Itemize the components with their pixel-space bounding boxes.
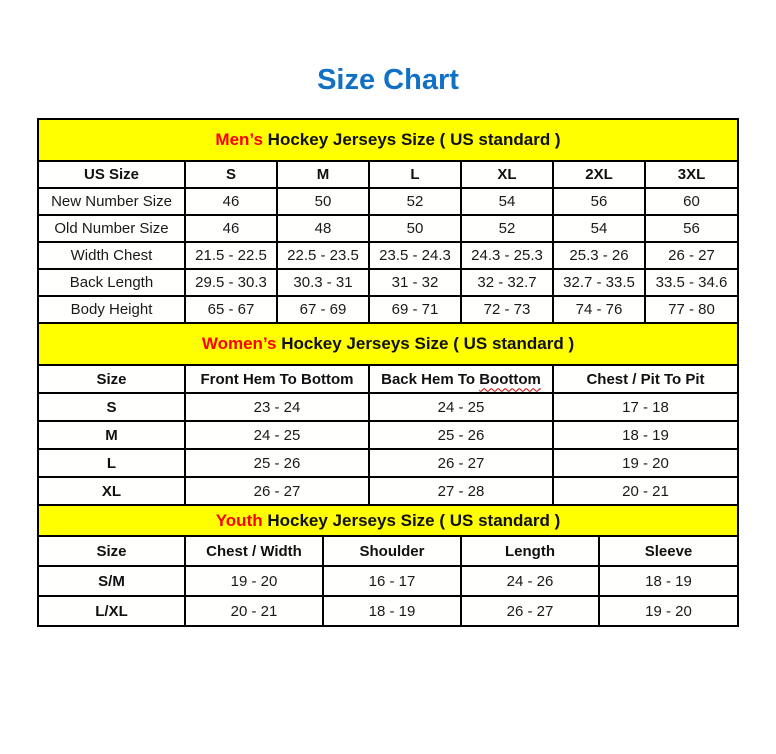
- column-header: Front Hem To Bottom: [185, 366, 369, 393]
- section-header-mens: [39, 120, 737, 162]
- section-title-text: Hockey Jerseys Size ( US standard ): [276, 334, 575, 353]
- table-cell: 72 - 73: [461, 296, 553, 322]
- row-label: Body Height: [39, 296, 185, 322]
- table-cell: 77 - 80: [645, 296, 737, 322]
- row-label: S/M: [39, 566, 185, 596]
- table-cell: 25 - 26: [369, 421, 553, 449]
- table-row: [39, 188, 737, 215]
- section-title-text: Hockey Jerseys Size ( US standard ): [262, 130, 561, 149]
- table-row: [39, 215, 737, 242]
- table-row: [39, 596, 737, 625]
- column-header: US Size: [39, 162, 185, 188]
- table-cell: 67 - 69: [277, 296, 369, 322]
- section-mens: [39, 120, 737, 322]
- column-header: XL: [461, 162, 553, 188]
- youth-size-table: [39, 537, 737, 625]
- table-cell: 56: [553, 188, 645, 215]
- table-cell: 18 - 19: [553, 421, 737, 449]
- table-row: [39, 421, 737, 449]
- table-cell: 31 - 32: [369, 269, 461, 296]
- row-label: XL: [39, 477, 185, 504]
- section-title-highlight: Youth: [215, 510, 263, 530]
- size-chart-page: [0, 62, 776, 627]
- table-cell: 33.5 - 34.6: [645, 269, 737, 296]
- row-label: L: [39, 449, 185, 477]
- table-cell: 18 - 19: [323, 596, 461, 625]
- row-label: Back Length: [39, 269, 185, 296]
- table-cell: 19 - 20: [599, 596, 737, 625]
- table-cell: 20 - 21: [185, 596, 323, 625]
- table-cell: 52: [461, 215, 553, 242]
- column-header: 3XL: [645, 162, 737, 188]
- misspelled-word: Boottom: [479, 370, 541, 388]
- table-cell: 19 - 20: [553, 449, 737, 477]
- table-cell: 24 - 26: [461, 566, 599, 596]
- table-row: [39, 296, 737, 322]
- table-cell: 24.3 - 25.3: [461, 242, 553, 269]
- table-cell: 20 - 21: [553, 477, 737, 504]
- column-header: S: [185, 162, 277, 188]
- table-row: [39, 269, 737, 296]
- column-header: Sleeve: [599, 537, 737, 566]
- section-title-highlight: Women’s: [201, 334, 277, 353]
- table-cell: 26 - 27: [185, 477, 369, 504]
- row-label: Width Chest: [39, 242, 185, 269]
- table-cell: 26 - 27: [645, 242, 737, 269]
- row-label: Old Number Size: [39, 215, 185, 242]
- column-header: Size: [39, 537, 185, 566]
- table-cell: 52: [369, 188, 461, 215]
- column-header: 2XL: [553, 162, 645, 188]
- section-womens: [39, 322, 737, 504]
- table-cell: 21.5 - 22.5: [185, 242, 277, 269]
- table-cell: 48: [277, 215, 369, 242]
- table-cell: 54: [553, 215, 645, 242]
- column-header: M: [277, 162, 369, 188]
- table-row: [39, 393, 737, 421]
- column-header: [369, 366, 553, 393]
- column-header: L: [369, 162, 461, 188]
- table-cell: 46: [185, 215, 277, 242]
- table-cell: 23.5 - 24.3: [369, 242, 461, 269]
- table-row: [39, 449, 737, 477]
- table-cell: 29.5 - 30.3: [185, 269, 277, 296]
- table-cell: 25.3 - 26: [553, 242, 645, 269]
- row-label: S: [39, 393, 185, 421]
- table-cell: 50: [277, 188, 369, 215]
- table-row: [39, 242, 737, 269]
- table-cell: 19 - 20: [185, 566, 323, 596]
- table-cell: 54: [461, 188, 553, 215]
- table-cell: 23 - 24: [185, 393, 369, 421]
- header-row: [39, 162, 737, 188]
- column-header-text: Back Hem To: [381, 370, 480, 388]
- table-cell: 26 - 27: [461, 596, 599, 625]
- section-header-youth: [39, 504, 737, 537]
- row-label: L/XL: [39, 596, 185, 625]
- table-row: [39, 477, 737, 504]
- table-cell: 56: [645, 215, 737, 242]
- section-youth: [39, 504, 737, 625]
- section-header-womens: [39, 322, 737, 366]
- column-header: Chest / Width: [185, 537, 323, 566]
- column-header: Chest / Pit To Pit: [553, 366, 737, 393]
- table-cell: 17 - 18: [553, 393, 737, 421]
- table-cell: 22.5 - 23.5: [277, 242, 369, 269]
- table-cell: 65 - 67: [185, 296, 277, 322]
- page-title: Size Chart: [317, 64, 459, 96]
- table-cell: 27 - 28: [369, 477, 553, 504]
- header-row: [39, 366, 737, 393]
- table-cell: 26 - 27: [369, 449, 553, 477]
- size-chart: [37, 118, 739, 627]
- header-row: [39, 537, 737, 566]
- mens-size-table: [39, 162, 737, 322]
- table-cell: 32.7 - 33.5: [553, 269, 645, 296]
- table-cell: 16 - 17: [323, 566, 461, 596]
- table-cell: 32 - 32.7: [461, 269, 553, 296]
- table-cell: 24 - 25: [369, 393, 553, 421]
- row-label: New Number Size: [39, 188, 185, 215]
- table-cell: 60: [645, 188, 737, 215]
- table-cell: 69 - 71: [369, 296, 461, 322]
- table-cell: 30.3 - 31: [277, 269, 369, 296]
- section-title-text: Hockey Jerseys Size ( US standard ): [262, 510, 561, 530]
- row-label: M: [39, 421, 185, 449]
- section-title-highlight: Men’s: [215, 130, 263, 149]
- table-cell: 18 - 19: [599, 566, 737, 596]
- table-cell: 24 - 25: [185, 421, 369, 449]
- womens-size-table: [39, 366, 737, 504]
- column-header: Length: [461, 537, 599, 566]
- table-row: [39, 566, 737, 596]
- table-cell: 74 - 76: [553, 296, 645, 322]
- table-cell: 46: [185, 188, 277, 215]
- column-header: Shoulder: [323, 537, 461, 566]
- column-header: Size: [39, 366, 185, 393]
- table-cell: 25 - 26: [185, 449, 369, 477]
- table-cell: 50: [369, 215, 461, 242]
